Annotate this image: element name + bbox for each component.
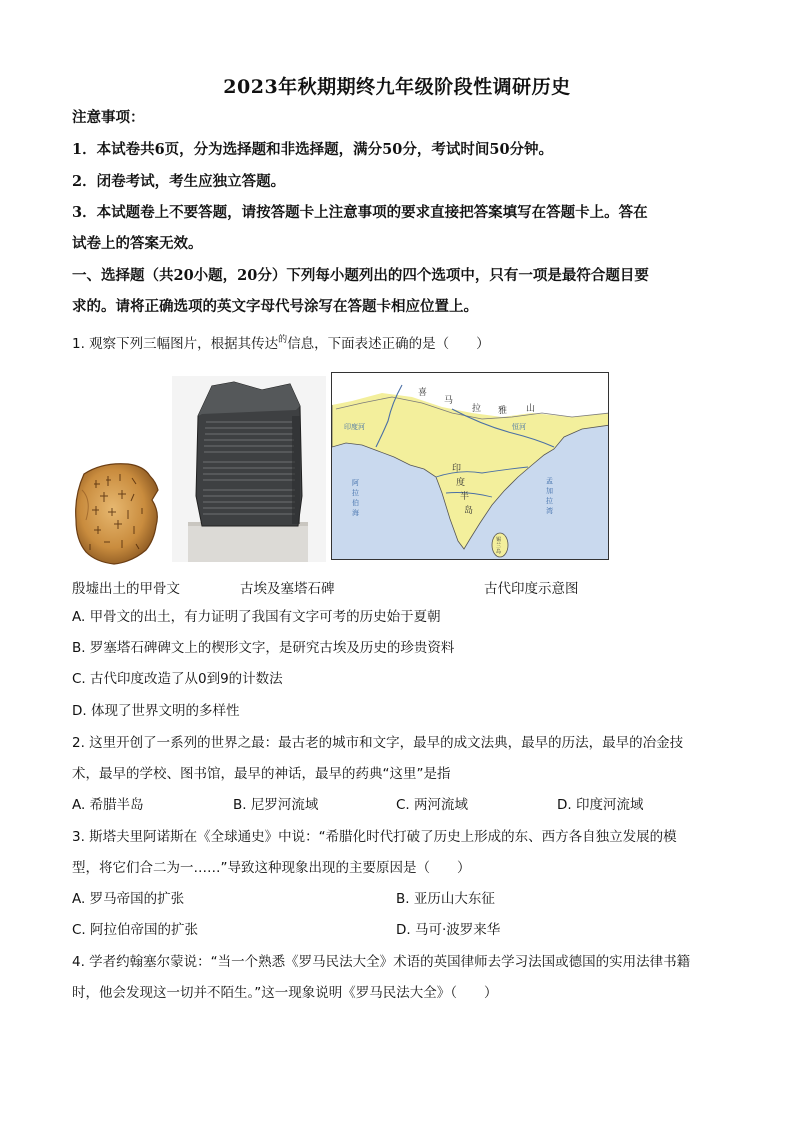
q2-option-d: D. 印度河流域: [557, 797, 644, 813]
map-label-ceylon-2: 兰: [496, 543, 502, 549]
map-label-ceylon-1: 锡: [496, 537, 502, 543]
q3-option-c: C. 阿拉伯帝国的扩张: [72, 922, 199, 938]
q2-option-b: B. 尼罗河流域: [233, 797, 319, 813]
map-label-bengal-3: 拉: [546, 497, 553, 505]
map-label-arabian-1: 阿: [352, 479, 359, 487]
q1-stem-part2: 信息，下面表述正确的是（ ）: [287, 336, 490, 352]
q3-stem-line2: 型，将它们合二为一……”导致这种现象出现的主要原因是（ ）: [72, 860, 471, 876]
map-label-bengal-1: 孟: [546, 477, 553, 485]
caption-oracle-bone: 殷墟出土的甲骨文: [72, 581, 180, 597]
q3-option-b: B. 亚历山大东征: [396, 891, 495, 907]
q1-option-d: D. 体现了世界文明的多样性: [72, 703, 240, 719]
map-label-indus: 印度河: [344, 423, 365, 431]
q4-stem-line2: 时，他会发现这一切并不陌生。”这一现象说明《罗马民法大全》（ ）: [72, 985, 498, 1001]
map-label-himalaya-4: 雅: [498, 406, 508, 416]
q1-option-a: A. 甲骨文的出土，有力证明了我国有文字可考的历史始于夏朝: [72, 609, 441, 625]
map-label-peninsula-2: 度: [456, 478, 466, 488]
q2-option-c: C. 两河流域: [396, 797, 469, 813]
notice-item-3: 3．本试题卷上不要答题，请按答题卡上注意事项的要求直接把答案填写在答题卡上。答在: [72, 204, 648, 221]
map-label-bengal-2: 加: [546, 487, 553, 495]
q1-stem: [72, 334, 490, 356]
q1-stem-part1: 1. 观察下列三幅图片，根据其传达: [72, 336, 279, 352]
q3-option-d: D. 马可·波罗来华: [396, 922, 501, 938]
caption-india-map: 古代印度示意图: [484, 581, 579, 597]
map-label-himalaya-5: 山: [526, 404, 536, 414]
map-label-bengal-4: 湾: [546, 507, 553, 515]
map-label-himalaya-1: 喜: [418, 388, 428, 398]
notice-item-2: 2．闭卷考试，考生应独立答题。: [72, 173, 286, 190]
map-label-peninsula-4: 岛: [464, 506, 474, 516]
page-title: 2023年秋期期终九年级阶段性调研历史: [223, 76, 571, 98]
notice-item-3-cont: 试卷上的答案无效。: [72, 235, 203, 252]
section-heading-line1: 一、选择题（共20小题，20分）下列每小题列出的四个选项中，只有一项是最符合题目要: [72, 267, 649, 284]
q1-stem-superscript: 的: [278, 335, 288, 345]
q2-stem-line2: 术，最早的学校、图书馆，最早的神话，最早的药典“这里”是指: [72, 766, 451, 782]
notice-heading: 注意事项：: [72, 109, 145, 126]
q2-stem-line1: 2. 这里开创了一系列的世界之最：最古老的城市和文字，最早的成文法典，最早的历法，最早的冶金技: [72, 735, 684, 751]
map-label-arabian-4: 海: [352, 509, 359, 517]
oracle-bone-image: [72, 460, 164, 566]
caption-rosetta-stone: 古埃及塞塔石碑: [240, 581, 335, 597]
q1-option-b: B. 罗塞塔石碑碑文上的楔形文字，是研究古埃及历史的珍贵资料: [72, 640, 455, 656]
notice-item-1: 1．本试卷共6页，分为选择题和非选择题，满分50分，考试时间50分钟。: [72, 141, 554, 158]
map-label-arabian-3: 伯: [352, 499, 359, 507]
q2-option-a: A. 希腊半岛: [72, 797, 144, 813]
map-label-ganges: 恒河: [512, 423, 526, 431]
q3-option-a: A. 罗马帝国的扩张: [72, 891, 185, 907]
map-label-peninsula-1: 印: [452, 464, 462, 474]
map-label-peninsula-3: 半: [460, 492, 470, 502]
rosetta-stone-image: [172, 376, 326, 562]
q4-stem-line1: 4. 学者约翰塞尔蒙说：“当一个熟悉《罗马民法大全》术语的英国律师去学习法国或德国的实用法律书籍: [72, 954, 691, 970]
map-label-ceylon-3: 岛: [496, 549, 502, 555]
map-label-arabian-2: 拉: [352, 489, 359, 497]
map-label-himalaya-3: 拉: [472, 404, 482, 414]
ancient-india-map: [331, 372, 609, 560]
map-label-himalaya-2: 马: [444, 396, 454, 406]
q3-stem-line1: 3. 斯塔夫里阿诺斯在《全球通史》中说：“希腊化时代打破了历史上形成的东、西方各自独立发展的模: [72, 829, 677, 845]
q1-option-c: C. 古代印度改造了从0到9的计数法: [72, 671, 283, 687]
section-heading-line2: 求的。请将正确选项的英文字母代号涂写在答题卡相应位置上。: [72, 298, 478, 315]
